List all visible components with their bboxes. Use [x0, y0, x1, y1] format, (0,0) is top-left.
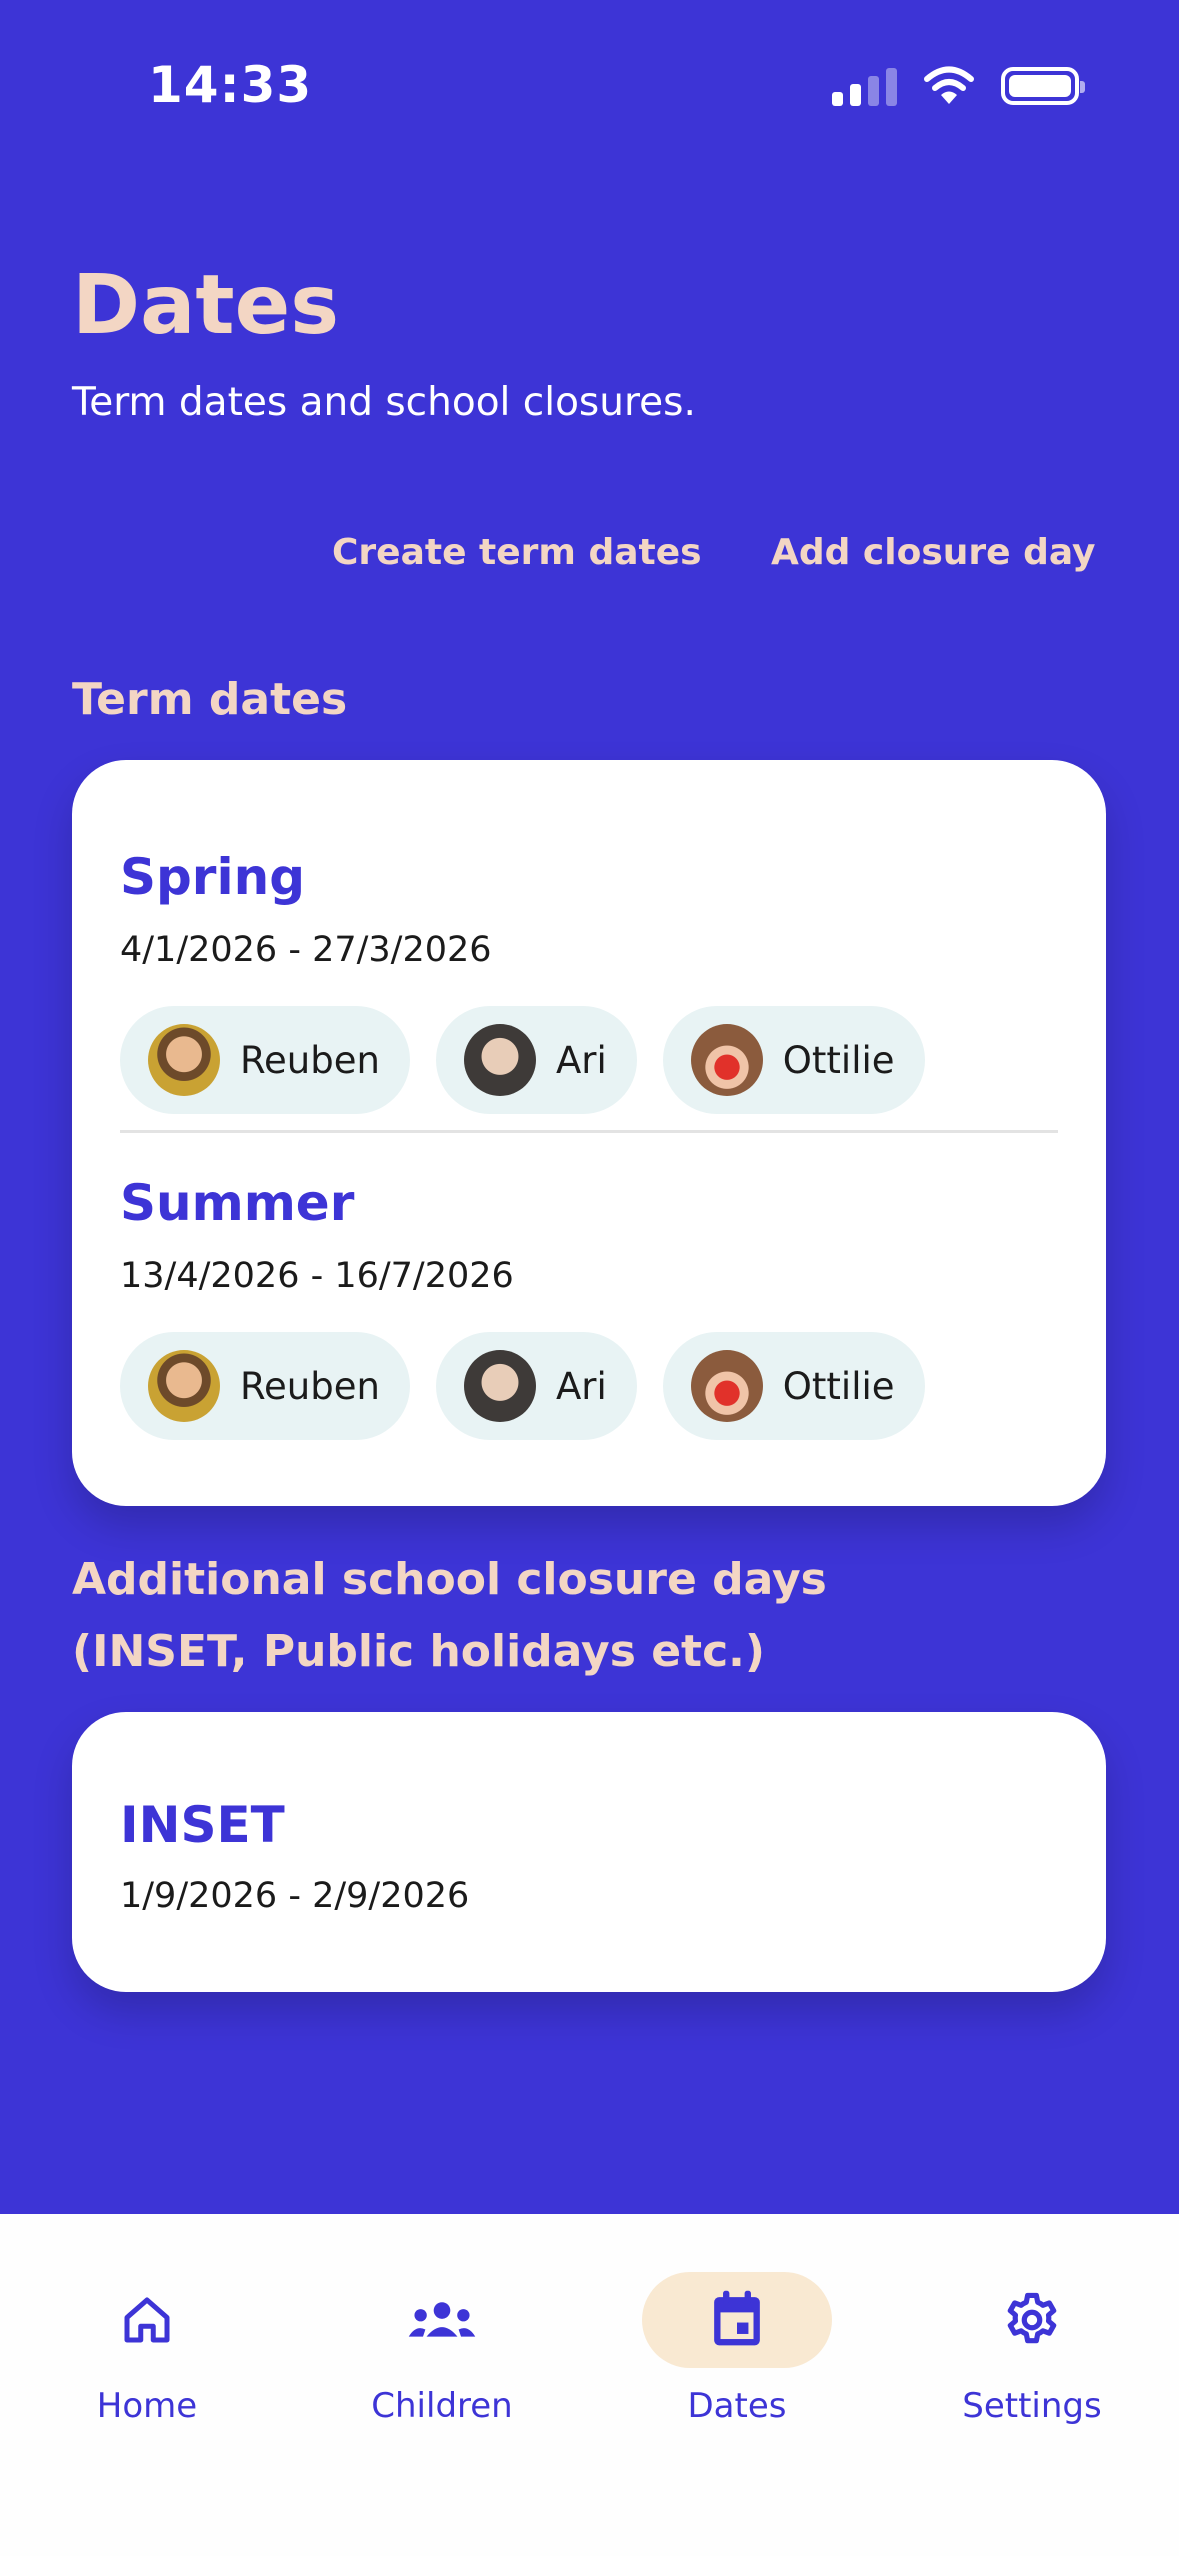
divider	[120, 1130, 1058, 1133]
term-dates-heading: Term dates	[72, 674, 348, 725]
child-chip-reuben[interactable]	[120, 1332, 410, 1440]
child-name: Reuben	[240, 1038, 380, 1082]
term-item-spring[interactable]	[120, 848, 925, 1114]
closure-days-heading	[72, 1544, 1072, 1688]
tab-label: Children	[371, 2386, 513, 2426]
calendar-icon	[706, 2287, 768, 2353]
tab-home[interactable]	[27, 2258, 267, 2438]
avatar	[464, 1024, 536, 1096]
status-icons	[832, 66, 1079, 106]
term-range: 4/1/2026 - 27/3/2026	[120, 930, 492, 970]
page-subtitle: Term dates and school closures.	[72, 380, 696, 425]
term-range: 13/4/2026 - 16/7/2026	[120, 1256, 514, 1296]
child-chip-ari[interactable]	[436, 1332, 637, 1440]
wifi-icon	[923, 66, 975, 106]
add-closure-day-button[interactable]: Add closure day	[771, 532, 1096, 573]
closure-item-inset[interactable]	[72, 1712, 1106, 1992]
tab-children[interactable]	[322, 2258, 562, 2438]
avatar	[464, 1350, 536, 1422]
cellular-signal-icon	[832, 66, 897, 106]
battery-icon	[1001, 67, 1079, 105]
child-chip-ottilie[interactable]	[663, 1332, 925, 1440]
term-name: Spring	[120, 848, 305, 906]
child-name: Ottilie	[782, 1364, 895, 1408]
tab-label: Settings	[962, 2386, 1102, 2426]
closure-name: INSET	[120, 1796, 285, 1854]
closure-heading-line1: Additional school closure days	[72, 1554, 827, 1605]
child-chips	[120, 1332, 925, 1440]
create-term-dates-button[interactable]: Create term dates	[332, 532, 702, 573]
avatar	[148, 1024, 220, 1096]
status-bar	[0, 0, 1179, 180]
closure-range: 1/9/2026 - 2/9/2026	[120, 1876, 470, 1916]
avatar	[691, 1024, 763, 1096]
tab-label: Dates	[687, 2386, 787, 2426]
gear-icon	[1001, 2289, 1063, 2351]
avatar	[148, 1350, 220, 1422]
page-title: Dates	[72, 258, 340, 353]
bottom-tab-bar	[0, 2214, 1179, 2556]
home-icon	[117, 2290, 177, 2350]
closure-heading-line2: (INSET, Public holidays etc.)	[72, 1626, 765, 1677]
people-icon	[404, 2290, 480, 2350]
tab-settings[interactable]	[912, 2258, 1152, 2438]
child-name: Ari	[555, 1364, 607, 1408]
child-chip-reuben[interactable]	[120, 1006, 410, 1114]
child-name: Ari	[555, 1038, 607, 1082]
child-name: Ottilie	[782, 1038, 895, 1082]
status-time: 14:33	[148, 56, 313, 114]
tab-dates[interactable]	[617, 2258, 857, 2438]
child-chip-ari[interactable]	[436, 1006, 637, 1114]
child-name: Reuben	[240, 1364, 380, 1408]
tab-label: Home	[96, 2386, 198, 2426]
term-item-summer[interactable]	[120, 1174, 925, 1440]
child-chip-ottilie[interactable]	[663, 1006, 925, 1114]
term-dates-card	[72, 760, 1106, 1506]
term-name: Summer	[120, 1174, 355, 1232]
avatar	[691, 1350, 763, 1422]
child-chips	[120, 1006, 925, 1114]
